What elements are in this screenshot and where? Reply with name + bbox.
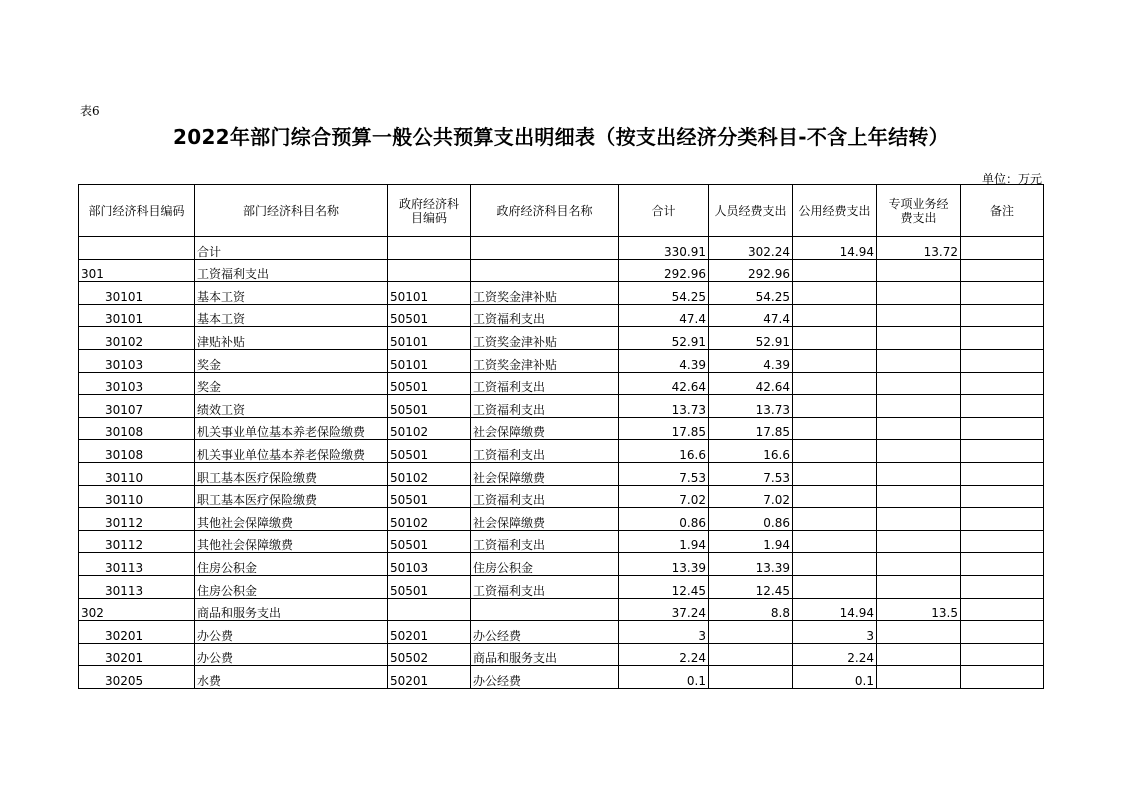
- table-row: [79, 304, 1044, 327]
- cell-personnel: 12.45: [709, 575, 793, 598]
- table-row: [79, 530, 1044, 553]
- cell-total: 17.85: [619, 417, 709, 440]
- cell-personnel: 1.94: [709, 530, 793, 553]
- cell-dept-name: 工资福利支出: [195, 259, 388, 282]
- table-body: [79, 237, 1044, 689]
- cell-dept-name: 职工基本医疗保险缴费: [195, 485, 388, 508]
- cell-public: [793, 327, 877, 350]
- cell-personnel: 302.24: [709, 237, 793, 260]
- cell-dept-code: 30107: [79, 395, 195, 418]
- table-row: [79, 485, 1044, 508]
- cell-note: [961, 643, 1044, 666]
- cell-personnel: 0.86: [709, 508, 793, 531]
- col-header-note: 备注: [961, 185, 1044, 237]
- cell-dept-name: 机关事业单位基本养老保险缴费: [195, 440, 388, 463]
- cell-dept-name: 机关事业单位基本养老保险缴费: [195, 417, 388, 440]
- cell-total: 7.02: [619, 485, 709, 508]
- cell-dept-name: 住房公积金: [195, 575, 388, 598]
- cell-total: 7.53: [619, 462, 709, 485]
- col-header-gov-code: 政府经济科目编码: [388, 185, 471, 237]
- cell-dept-name: 奖金: [195, 349, 388, 372]
- cell-special: [877, 485, 961, 508]
- cell-dept-code: 30205: [79, 666, 195, 689]
- cell-public: [793, 508, 877, 531]
- cell-personnel: 16.6: [709, 440, 793, 463]
- cell-special: [877, 643, 961, 666]
- cell-personnel: [709, 643, 793, 666]
- cell-total: 0.1: [619, 666, 709, 689]
- cell-gov-code: 50101: [388, 282, 471, 305]
- cell-dept-code: 30112: [79, 530, 195, 553]
- cell-personnel: 7.53: [709, 462, 793, 485]
- cell-public: 0.1: [793, 666, 877, 689]
- cell-total: 292.96: [619, 259, 709, 282]
- cell-gov-code: 50201: [388, 666, 471, 689]
- cell-dept-code: 30103: [79, 349, 195, 372]
- cell-gov-name: 办公经费: [471, 621, 619, 644]
- cell-note: [961, 327, 1044, 350]
- cell-dept-code: 30102: [79, 327, 195, 350]
- cell-gov-code: [388, 598, 471, 621]
- table-row: [79, 327, 1044, 350]
- cell-dept-name: 基本工资: [195, 304, 388, 327]
- cell-note: [961, 417, 1044, 440]
- cell-special: [877, 508, 961, 531]
- cell-note: [961, 372, 1044, 395]
- cell-gov-name: 社会保障缴费: [471, 462, 619, 485]
- cell-gov-code: 50501: [388, 575, 471, 598]
- cell-note: [961, 237, 1044, 260]
- cell-gov-name: 社会保障缴费: [471, 417, 619, 440]
- cell-personnel: 17.85: [709, 417, 793, 440]
- cell-dept-code: 30112: [79, 508, 195, 531]
- cell-public: 2.24: [793, 643, 877, 666]
- cell-public: 3: [793, 621, 877, 644]
- col-header-personnel: 人员经费支出: [709, 185, 793, 237]
- table-row: [79, 282, 1044, 305]
- cell-dept-code: 30101: [79, 282, 195, 305]
- cell-public: [793, 395, 877, 418]
- cell-personnel: 4.39: [709, 349, 793, 372]
- table-row: [79, 575, 1044, 598]
- cell-total: 54.25: [619, 282, 709, 305]
- cell-personnel: [709, 621, 793, 644]
- cell-note: [961, 395, 1044, 418]
- cell-dept-code: 30110: [79, 485, 195, 508]
- cell-note: [961, 485, 1044, 508]
- cell-dept-name: 办公费: [195, 621, 388, 644]
- cell-personnel: 52.91: [709, 327, 793, 350]
- cell-note: [961, 530, 1044, 553]
- cell-gov-name: 工资奖金津补贴: [471, 349, 619, 372]
- cell-total: 13.39: [619, 553, 709, 576]
- cell-gov-name: 工资福利支出: [471, 530, 619, 553]
- cell-gov-code: 50102: [388, 417, 471, 440]
- cell-gov-code: 50501: [388, 440, 471, 463]
- cell-special: [877, 304, 961, 327]
- cell-public: 14.94: [793, 237, 877, 260]
- cell-gov-code: 50201: [388, 621, 471, 644]
- cell-special: [877, 621, 961, 644]
- cell-gov-code: 50501: [388, 372, 471, 395]
- cell-personnel: 42.64: [709, 372, 793, 395]
- cell-dept-code: 30108: [79, 417, 195, 440]
- cell-note: [961, 282, 1044, 305]
- cell-gov-name: 工资奖金津补贴: [471, 282, 619, 305]
- cell-gov-code: 50501: [388, 304, 471, 327]
- unit-label: 单位：万元: [981, 172, 1042, 186]
- col-header-gov-name: 政府经济科目名称: [471, 185, 619, 237]
- cell-note: [961, 621, 1044, 644]
- cell-dept-code: 302: [79, 598, 195, 621]
- cell-public: [793, 462, 877, 485]
- expenditure-table: [78, 184, 1044, 689]
- cell-personnel: 292.96: [709, 259, 793, 282]
- cell-dept-name: 住房公积金: [195, 553, 388, 576]
- table-row: [79, 462, 1044, 485]
- cell-personnel: [709, 666, 793, 689]
- cell-gov-name: [471, 598, 619, 621]
- cell-dept-name: 合计: [195, 237, 388, 260]
- table-row: [79, 621, 1044, 644]
- cell-personnel: 7.02: [709, 485, 793, 508]
- cell-special: [877, 327, 961, 350]
- table-row: [79, 395, 1044, 418]
- cell-gov-code: 50101: [388, 327, 471, 350]
- table-row: [79, 349, 1044, 372]
- cell-dept-code: 30113: [79, 553, 195, 576]
- cell-gov-name: 商品和服务支出: [471, 643, 619, 666]
- cell-public: [793, 485, 877, 508]
- table-row: [79, 666, 1044, 689]
- cell-total: 12.45: [619, 575, 709, 598]
- cell-special: [877, 575, 961, 598]
- cell-gov-name: 办公经费: [471, 666, 619, 689]
- cell-dept-code: 30103: [79, 372, 195, 395]
- cell-dept-name: 基本工资: [195, 282, 388, 305]
- cell-gov-name: 工资福利支出: [471, 575, 619, 598]
- cell-personnel: 8.8: [709, 598, 793, 621]
- cell-dept-name: 津贴补贴: [195, 327, 388, 350]
- cell-note: [961, 440, 1044, 463]
- cell-special: [877, 553, 961, 576]
- cell-total: 37.24: [619, 598, 709, 621]
- cell-special: [877, 282, 961, 305]
- cell-note: [961, 462, 1044, 485]
- table-row: [79, 553, 1044, 576]
- cell-gov-name: 住房公积金: [471, 553, 619, 576]
- cell-dept-name: 办公费: [195, 643, 388, 666]
- cell-special: [877, 395, 961, 418]
- cell-public: [793, 417, 877, 440]
- cell-note: [961, 598, 1044, 621]
- cell-special: 13.72: [877, 237, 961, 260]
- col-header-dept-name: 部门经济科目名称: [195, 185, 388, 237]
- cell-gov-code: 50102: [388, 508, 471, 531]
- table-number: 表6: [80, 104, 100, 118]
- cell-special: [877, 440, 961, 463]
- cell-total: 16.6: [619, 440, 709, 463]
- cell-special: [877, 372, 961, 395]
- cell-dept-name: 水费: [195, 666, 388, 689]
- cell-personnel: 13.39: [709, 553, 793, 576]
- col-header-special: 专项业务经费支出: [877, 185, 961, 237]
- cell-dept-code: 30101: [79, 304, 195, 327]
- cell-dept-name: 奖金: [195, 372, 388, 395]
- cell-total: 13.73: [619, 395, 709, 418]
- cell-note: [961, 508, 1044, 531]
- table-row: [79, 237, 1044, 260]
- cell-gov-name: 工资福利支出: [471, 440, 619, 463]
- cell-public: [793, 553, 877, 576]
- cell-total: 47.4: [619, 304, 709, 327]
- cell-dept-code: 30201: [79, 643, 195, 666]
- col-header-dept-code: 部门经济科目编码: [79, 185, 195, 237]
- cell-note: [961, 259, 1044, 282]
- cell-public: [793, 575, 877, 598]
- document-title: 2022年部门综合预算一般公共预算支出明细表（按支出经济分类科目-不含上年结转）: [173, 125, 949, 149]
- cell-gov-code: 50501: [388, 485, 471, 508]
- cell-public: 14.94: [793, 598, 877, 621]
- cell-public: [793, 530, 877, 553]
- cell-dept-name: 职工基本医疗保险缴费: [195, 462, 388, 485]
- table-row: [79, 259, 1044, 282]
- cell-dept-code: 301: [79, 259, 195, 282]
- table-row: [79, 417, 1044, 440]
- cell-special: [877, 666, 961, 689]
- header-row: [79, 185, 1044, 237]
- cell-public: [793, 282, 877, 305]
- cell-dept-code: 30108: [79, 440, 195, 463]
- cell-dept-name: 商品和服务支出: [195, 598, 388, 621]
- cell-note: [961, 349, 1044, 372]
- cell-total: 3: [619, 621, 709, 644]
- cell-gov-name: 工资福利支出: [471, 304, 619, 327]
- cell-special: [877, 259, 961, 282]
- cell-gov-code: [388, 237, 471, 260]
- cell-total: 2.24: [619, 643, 709, 666]
- cell-dept-code: 30110: [79, 462, 195, 485]
- cell-special: [877, 462, 961, 485]
- cell-note: [961, 553, 1044, 576]
- cell-dept-name: 其他社会保障缴费: [195, 508, 388, 531]
- cell-note: [961, 666, 1044, 689]
- cell-dept-name: 其他社会保障缴费: [195, 530, 388, 553]
- cell-special: [877, 349, 961, 372]
- cell-personnel: 47.4: [709, 304, 793, 327]
- cell-personnel: 13.73: [709, 395, 793, 418]
- table-row: [79, 643, 1044, 666]
- cell-total: 330.91: [619, 237, 709, 260]
- cell-dept-code: 30113: [79, 575, 195, 598]
- col-header-total: 合计: [619, 185, 709, 237]
- cell-total: 4.39: [619, 349, 709, 372]
- cell-gov-name: [471, 259, 619, 282]
- table-row: [79, 598, 1044, 621]
- cell-total: 0.86: [619, 508, 709, 531]
- cell-gov-code: [388, 259, 471, 282]
- cell-gov-code: 50502: [388, 643, 471, 666]
- cell-gov-name: 工资福利支出: [471, 395, 619, 418]
- table-row: [79, 372, 1044, 395]
- cell-gov-name: 工资福利支出: [471, 485, 619, 508]
- cell-special: 13.5: [877, 598, 961, 621]
- cell-gov-code: 50103: [388, 553, 471, 576]
- cell-dept-code: 30201: [79, 621, 195, 644]
- table-row: [79, 508, 1044, 531]
- cell-public: [793, 304, 877, 327]
- cell-dept-code: [79, 237, 195, 260]
- cell-dept-name: 绩效工资: [195, 395, 388, 418]
- table-row: [79, 440, 1044, 463]
- cell-gov-code: 50102: [388, 462, 471, 485]
- cell-note: [961, 304, 1044, 327]
- cell-gov-code: 50101: [388, 349, 471, 372]
- cell-gov-code: 50501: [388, 395, 471, 418]
- cell-note: [961, 575, 1044, 598]
- cell-gov-code: 50501: [388, 530, 471, 553]
- cell-gov-name: [471, 237, 619, 260]
- cell-special: [877, 530, 961, 553]
- cell-personnel: 54.25: [709, 282, 793, 305]
- cell-public: [793, 372, 877, 395]
- cell-total: 52.91: [619, 327, 709, 350]
- cell-gov-name: 工资福利支出: [471, 372, 619, 395]
- cell-public: [793, 259, 877, 282]
- cell-gov-name: 社会保障缴费: [471, 508, 619, 531]
- cell-special: [877, 417, 961, 440]
- cell-public: [793, 349, 877, 372]
- cell-total: 42.64: [619, 372, 709, 395]
- col-header-public: 公用经费支出: [793, 185, 877, 237]
- cell-public: [793, 440, 877, 463]
- cell-gov-name: 工资奖金津补贴: [471, 327, 619, 350]
- cell-total: 1.94: [619, 530, 709, 553]
